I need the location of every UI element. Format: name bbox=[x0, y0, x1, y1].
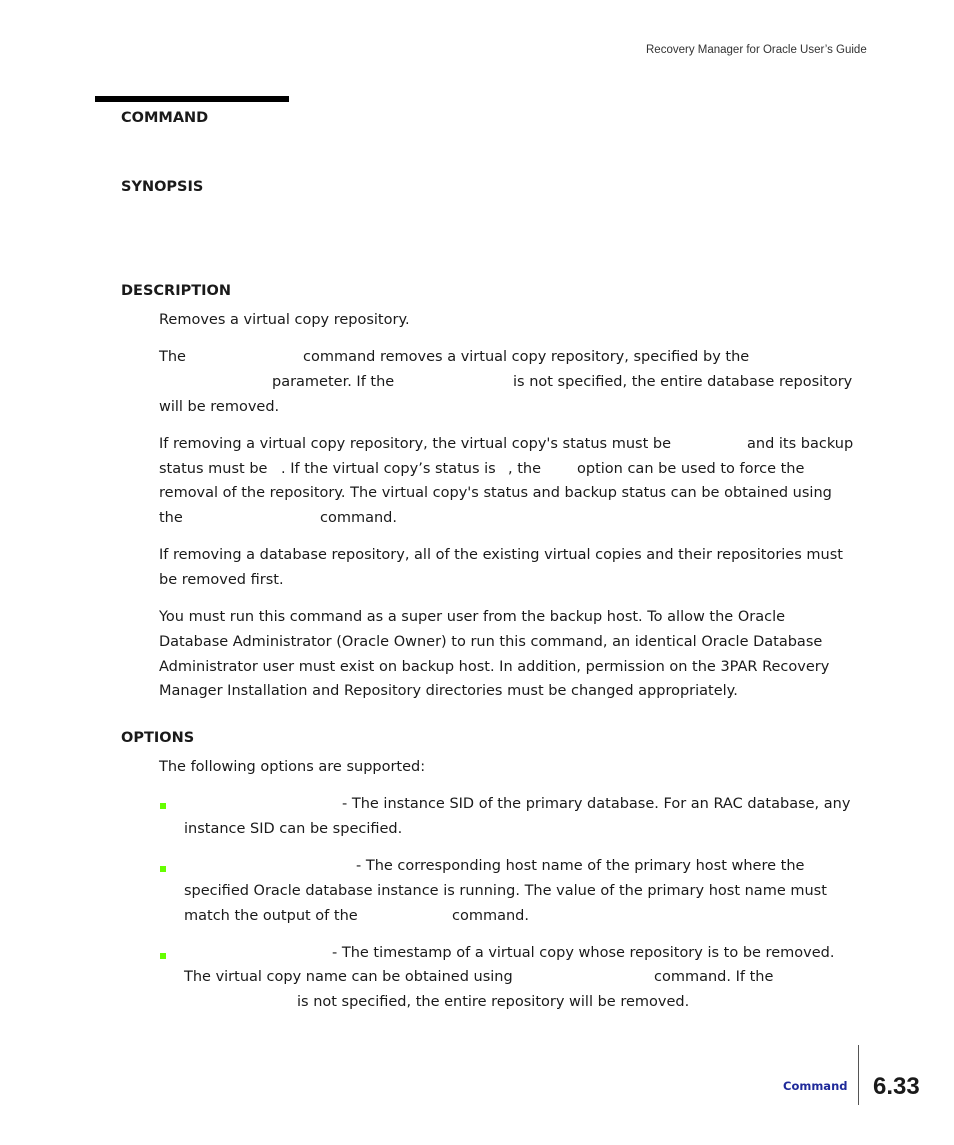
heading-command: COMMAND bbox=[121, 110, 209, 126]
option-text: The virtual copy name can be obtained using bbox=[184, 969, 513, 985]
description-text: status must be bbox=[159, 461, 268, 477]
option-text: - The instance SID of the primary database. For an RAC database, any bbox=[342, 796, 851, 812]
description-text: Database Administrator (Oracle Owner) to run this command, an identical Oracle Database bbox=[159, 634, 823, 650]
description-text: will be removed. bbox=[159, 399, 280, 415]
bullet-marker bbox=[160, 953, 166, 959]
option-text: specified Oracle database instance is running. The value of the primary host name must bbox=[184, 883, 827, 899]
description-text: be removed first. bbox=[159, 572, 284, 588]
description-text: removal of the repository. The virtual copy's status and backup status can be obtained using bbox=[159, 485, 832, 501]
heading-synopsis: SYNOPSIS bbox=[121, 179, 204, 195]
bullet-marker bbox=[160, 866, 166, 872]
description-text: Manager Installation and Repository directories must be changed appropriately. bbox=[159, 683, 738, 699]
option-text: command. bbox=[452, 908, 529, 924]
option-text: - The timestamp of a virtual copy whose repository is to be removed. bbox=[332, 945, 835, 961]
description-text: You must run this command as a super user from the backup host. To allow the Oracle bbox=[159, 609, 786, 625]
bullet-marker bbox=[160, 803, 166, 809]
description-text: parameter. If the bbox=[272, 374, 395, 390]
section-rule bbox=[95, 96, 289, 102]
option-text: instance SID can be specified. bbox=[184, 821, 403, 837]
description-text: , the bbox=[508, 461, 542, 477]
description-text: the bbox=[159, 510, 183, 526]
option-text: is not specified, the entire repository will be removed. bbox=[297, 994, 690, 1010]
footer-section-label: Command bbox=[783, 1079, 848, 1093]
option-text: match the output of the bbox=[184, 908, 358, 924]
description-summary: Removes a virtual copy repository. bbox=[159, 312, 410, 328]
footer-divider bbox=[858, 1045, 859, 1105]
description-text: option can be used to force the bbox=[577, 461, 805, 477]
options-intro: The following options are supported: bbox=[159, 759, 426, 775]
heading-description: DESCRIPTION bbox=[121, 283, 231, 299]
description-text: . If the virtual copy’s status is bbox=[281, 461, 496, 477]
description-text: command removes a virtual copy repository, specified by the bbox=[303, 349, 750, 365]
description-text: is not specified, the entire database repository bbox=[513, 374, 853, 390]
description-text: If removing a database repository, all of the existing virtual copies and their repositories must bbox=[159, 547, 843, 563]
running-header: Recovery Manager for Oracle User’s Guide bbox=[646, 44, 867, 56]
option-text: - The corresponding host name of the primary host where the bbox=[356, 858, 805, 874]
option-text: command. If the bbox=[654, 969, 774, 985]
description-text: The bbox=[159, 349, 186, 365]
description-text: command. bbox=[320, 510, 397, 526]
heading-options: OPTIONS bbox=[121, 730, 195, 746]
description-text: and its backup bbox=[747, 436, 854, 452]
description-text: Administrator user must exist on backup host. In addition, permission on the 3PAR Recovery bbox=[159, 659, 830, 675]
page-number: 6.33 bbox=[873, 1073, 920, 1100]
description-text: If removing a virtual copy repository, the virtual copy's status must be bbox=[159, 436, 672, 452]
